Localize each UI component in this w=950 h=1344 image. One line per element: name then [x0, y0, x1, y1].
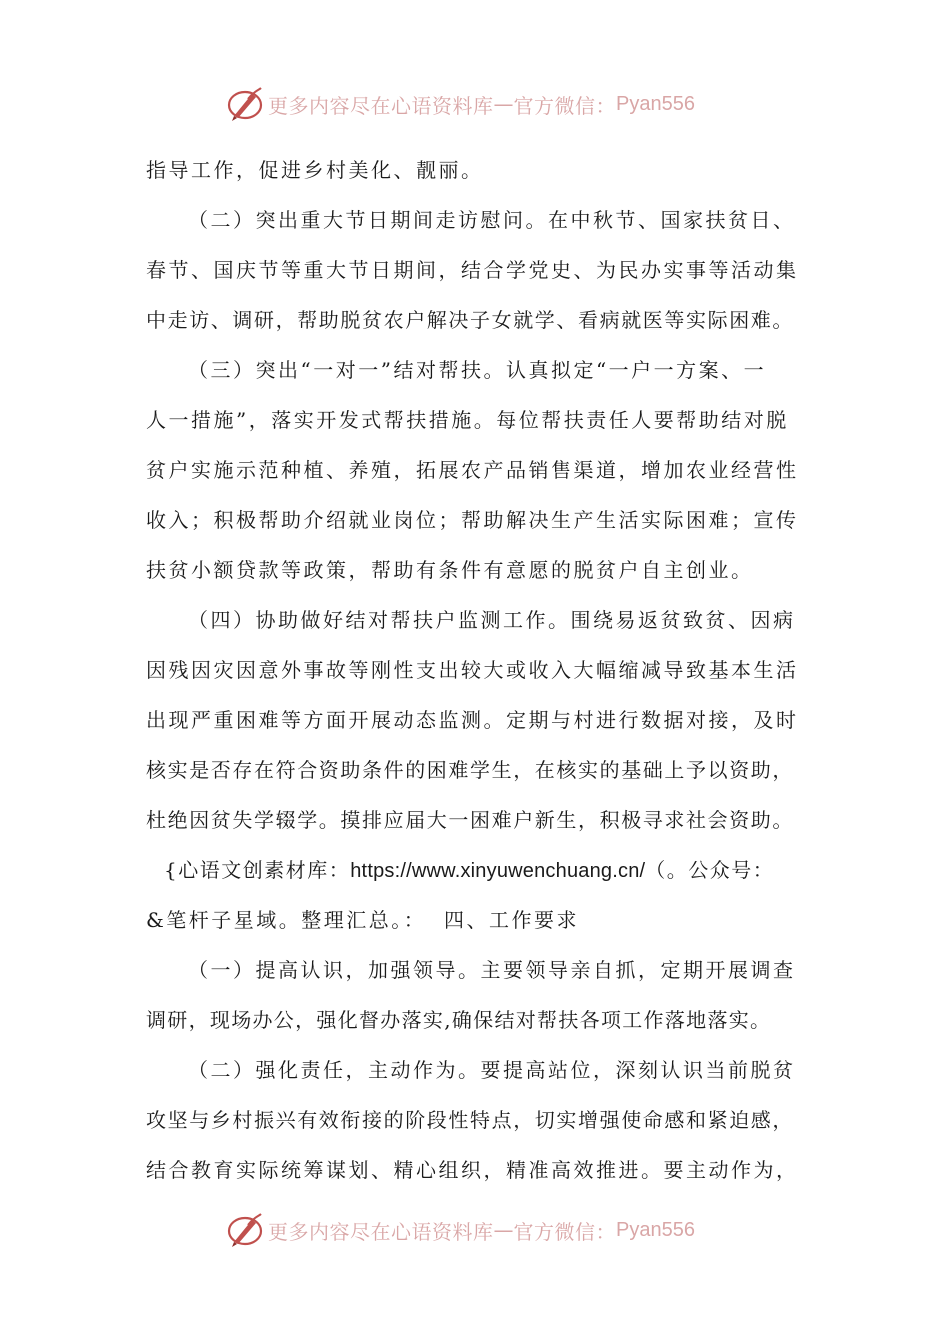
body-line: （二）强化责任，主动作为。要提高站位，深刻认识当前脱贫 — [188, 1058, 796, 1082]
source-suffix: （。公众号： — [645, 858, 775, 882]
body-line: 结合教育实际统筹谋划、精心组织，精准高效推进。要主动作为， — [146, 1158, 799, 1182]
header-banner-account: Pyan556 — [616, 92, 695, 115]
source-line — [146, 845, 810, 895]
body-line: 中走访、调研，帮助脱贫农户解决子女就学、看病就医等实际困难。 — [146, 308, 794, 332]
body-line: （四）协助做好结对帮扶户监测工作。围绕易返贫致贫、因病 — [188, 608, 796, 632]
footer-banner-text: 更多内容尽在心语资料库 — [268, 1219, 494, 1244]
body-line: 春节、国庆节等重大节日期间，结合学党史、为民办实事等活动集 — [146, 258, 799, 282]
source-prefix: {心语文创素材库： — [164, 858, 351, 882]
body-line: 攻坚与乡村振兴有效衔接的阶段性特点，切实增强使命感和紧迫感， — [146, 1108, 794, 1132]
header-banner-separator: — — [493, 92, 514, 116]
footer-banner-label: 官方微信： — [513, 1219, 616, 1244]
footer-watermark-banner — [226, 1208, 695, 1252]
body-line: （二）突出重大节日期间走访慰问。在中秋节、国家扶贫日、 — [188, 208, 796, 232]
pen-logo-icon — [226, 85, 264, 123]
body-line: 杜绝因贫失学辍学。摸排应届大一困难户新生，积极寻求社会资助。 — [146, 808, 794, 832]
pen-logo-icon — [226, 1211, 264, 1249]
body-line: 贫户实施示范种植、养殖，拓展农产品销售渠道，增加农业经营性 — [146, 458, 799, 482]
source-url-link[interactable]: https://www.xinyuwenchuang.cn/ — [350, 860, 646, 882]
document-body — [146, 145, 810, 1195]
body-line: 收入；积极帮助介绍就业岗位；帮助解决生产生活实际困难；宣传 — [146, 508, 799, 532]
body-line: 核实是否存在符合资助条件的困难学生，在核实的基础上予以资助， — [146, 758, 794, 782]
body-line: 调研，现场办公，强化督办落实,确保结对帮扶各项工作落地落实。 — [146, 1008, 772, 1032]
body-line: 因残因灾因意外事故等刚性支出较大或收入大幅缩减导致基本生活 — [146, 658, 799, 682]
body-line: 扶贫小额贷款等政策，帮助有条件有意愿的脱贫户自主创业。 — [146, 558, 754, 582]
body-line: 指导工作，促进乡村美化、靓丽。 — [146, 158, 484, 182]
body-line: &笔杆子星域。整理汇总。： 四、工作要求 — [146, 908, 580, 932]
header-banner-label: 官方微信： — [513, 93, 616, 118]
body-line: 人一措施”，落实开发式帮扶措施。每位帮扶责任人要帮助结对脱 — [146, 408, 789, 432]
header-banner-text: 更多内容尽在心语资料库 — [268, 93, 494, 118]
body-line: （三）突出“一对一”结对帮扶。认真拟定“一户一方案、一 — [188, 358, 767, 382]
body-line: 出现严重困难等方面开展动态监测。定期与村进行数据对接，及时 — [146, 708, 799, 732]
footer-banner-separator: — — [493, 1218, 514, 1242]
header-watermark-banner — [226, 82, 695, 126]
footer-banner-account: Pyan556 — [616, 1218, 695, 1241]
body-line: （一）提高认识，加强领导。主要领导亲自抓，定期开展调查 — [188, 958, 796, 982]
